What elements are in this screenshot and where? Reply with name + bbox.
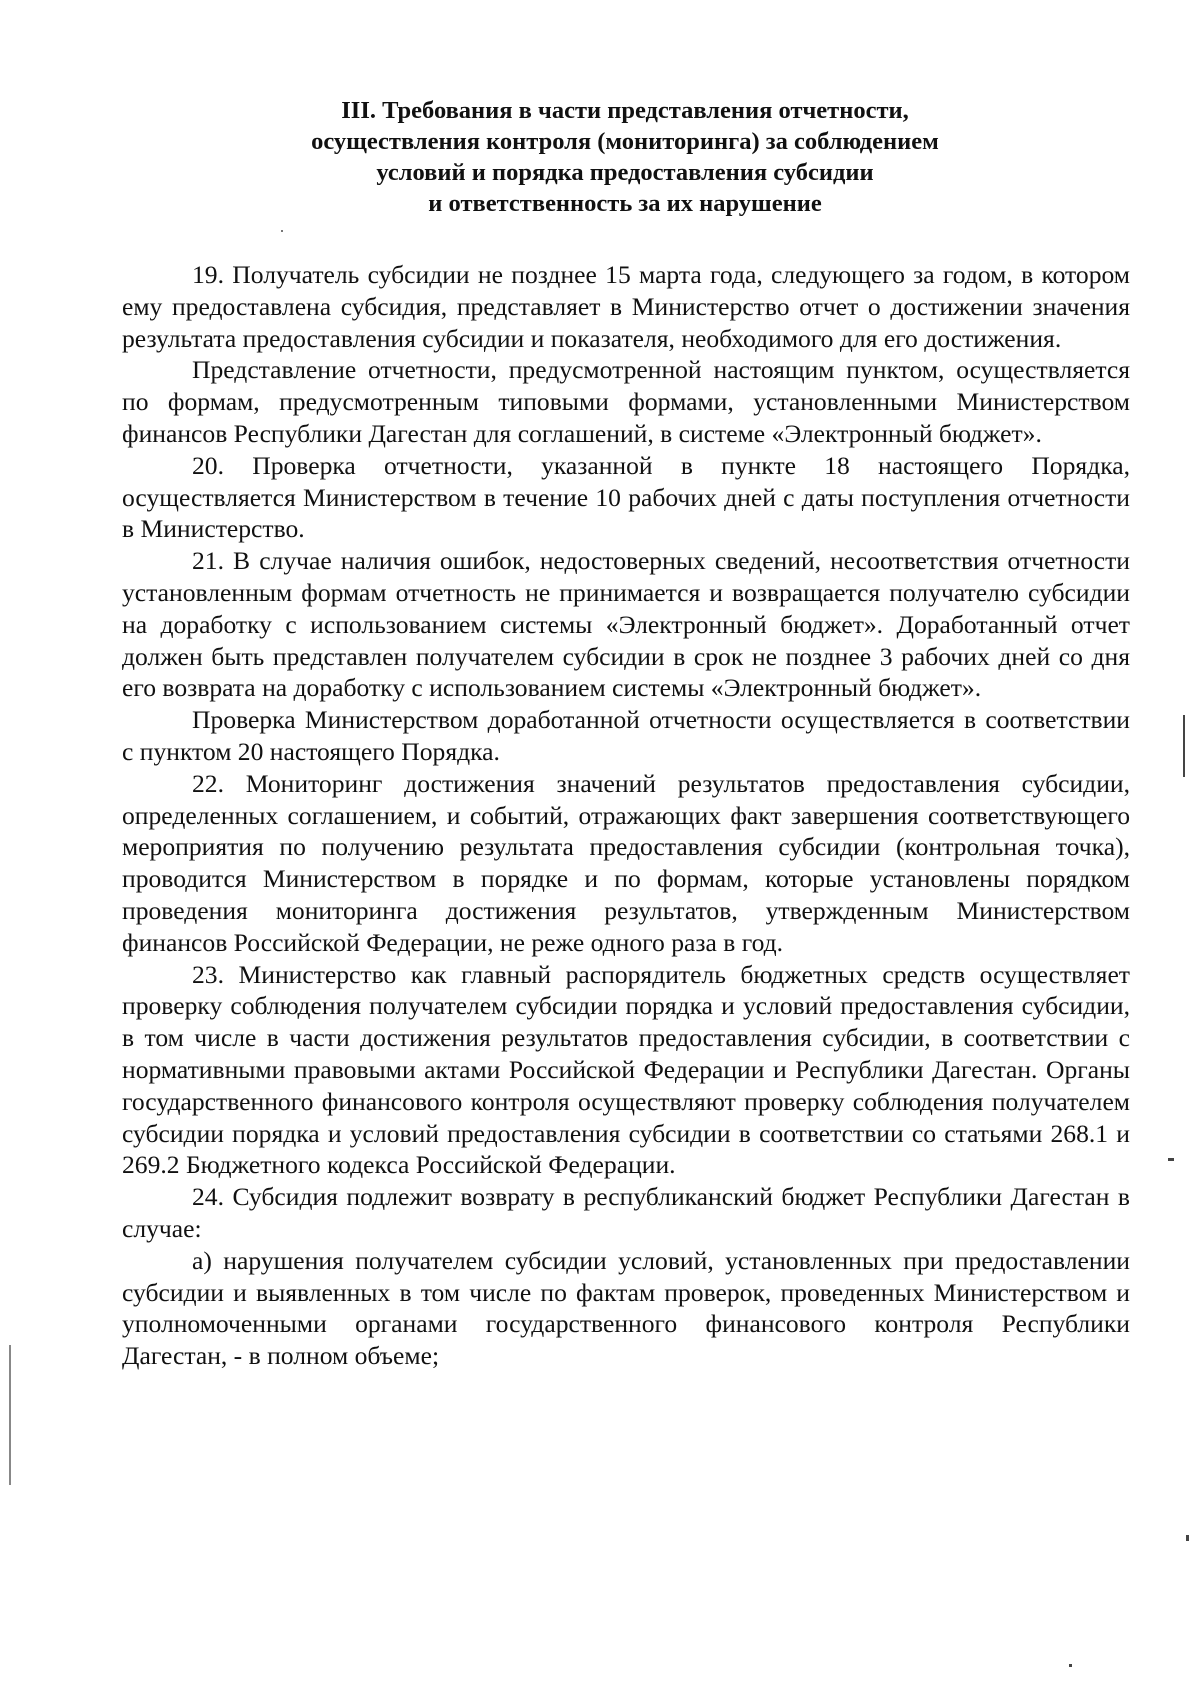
scan-artifact-dot	[1168, 1158, 1174, 1161]
paragraph-24: 24. Субсидия подлежит возврату в республиканский бюджет Республики Дагестан в случае:	[122, 1182, 1130, 1243]
paragraph-23: 23. Министерство как главный распорядитель бюджетных средств осуществляет проверку соблюдения получателем субсидии порядка и условий предоставления субсидии, в том числе в части достижения результатов предоставления субсидии, в соответствии с нормативными правовыми актами Российской Федерации и Республики Дагестан. Органы государственного финансового контроля осуществляют проверку соблюдения получателем субсидии порядка и условий предоставления субсидии в соответствии со статьями 268.1 и 269.2 Бюджетного кодекса Российской Федерации.	[122, 959, 1130, 1180]
scan-artifact-dot	[1186, 1535, 1189, 1541]
heading-line: условий и порядка предоставления субсидии	[376, 159, 874, 186]
scan-artifact-left-edge	[9, 1345, 11, 1485]
paragraph-19-reporting-forms: Представление отчетности, предусмотренной настоящим пунктом, осуществляется по формам, предусмотренным типовыми формами, установленными Министерством финансов Республики Дагестан для соглашений, в системе «Электронный бюджет».	[122, 355, 1130, 448]
scan-artifact-dot	[281, 230, 283, 232]
scan-artifact-right-edge	[1183, 715, 1185, 777]
document-body	[122, 259, 1130, 1372]
heading-line: осуществления контроля (мониторинга) за соблюдением	[311, 128, 939, 155]
paragraph-20: 20. Проверка отчетности, указанной в пункте 18 настоящего Порядка, осуществляется Министерством в течение 10 рабочих дней с даты поступления отчетности в Министерство.	[122, 450, 1130, 544]
paragraph-21-recheck: Проверка Министерством доработанной отчетности осуществляется в соответствии с пунктом 20 настоящего Порядка.	[122, 705, 1130, 766]
paragraph-21: 21. В случае наличия ошибок, недостоверных сведений, несоответствия отчетности установленным формам отчетность не принимается и возвращается получателю субсидии на доработку с использованием системы «Электронный бюджет». Доработанный отчет должен быть представлен получателем субсидии в срок не позднее 3 рабочих дней со дня его возврата на доработку с использованием системы «Электронный бюджет».	[122, 546, 1130, 703]
paragraph-22: 22. Мониторинг достижения значений результатов предоставления субсидии, определенных соглашением, и событий, отражающих факт завершения соответствующего мероприятия по получению результата предоставления субсидии (контрольная точка), проводится Министерством в порядке и по формам, которые установлены порядком проведения мониторинга достижения результатов, утвержденным Министерством финансов Российской Федерации, не реже одного раза в год.	[122, 768, 1130, 957]
scan-artifact-dot	[1069, 1664, 1072, 1667]
paragraph-19: 19. Получатель субсидии не позднее 15 марта года, следующего за годом, в котором ему предоставлена субсидия, представляет в Министерство отчет о достижении значения результата предоставления субсидии и показателя, необходимого для его достижения.	[122, 260, 1130, 353]
paragraph-24-a: а) нарушения получателем субсидии условий, установленных при предоставлении субсидии и выявленных в том числе по фактам проверок, проведенных Министерством и уполномоченными органами государственного финансового контроля Республики Дагестан, - в полном объеме;	[122, 1245, 1130, 1371]
heading-line: и ответственность за их нарушение	[428, 190, 822, 217]
section-heading	[150, 95, 1100, 219]
heading-line: III. Требования в части представления отчетности,	[341, 97, 909, 124]
